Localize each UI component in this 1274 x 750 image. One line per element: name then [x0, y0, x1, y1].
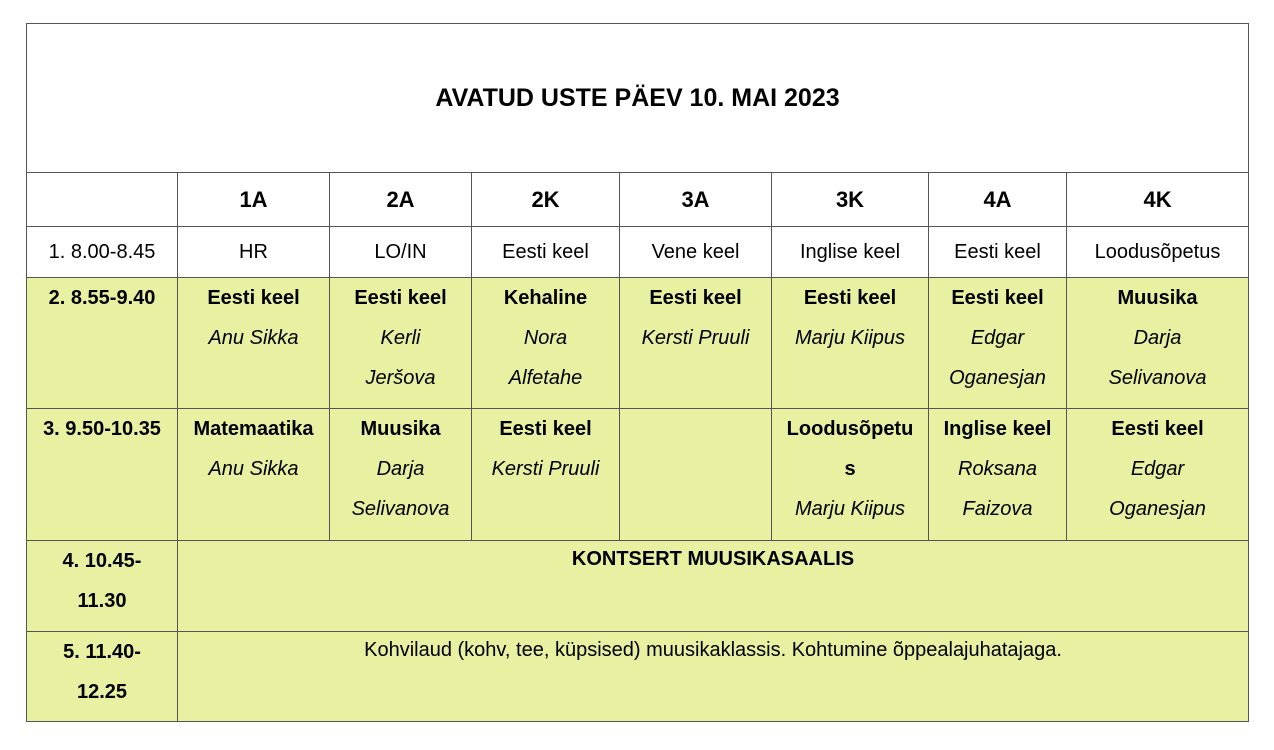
class-header: 3K	[772, 173, 929, 227]
concert-banner: KONTSERT MUUSIKASAALIS	[178, 541, 1249, 632]
lesson-cell	[178, 409, 330, 541]
lesson-cell	[178, 278, 330, 409]
teacher-name: Marju Kiipus	[794, 327, 906, 349]
lesson-cell	[772, 409, 929, 541]
teacher-name: Edgar Oganesjan	[949, 327, 1046, 389]
subject-name: Eesti keel	[803, 287, 897, 309]
class-header: 4K	[1067, 173, 1249, 227]
period-label: 1. 8.00-8.45	[27, 227, 178, 278]
coffee-table-note: Kohvilaud (kohv, tee, küpsised) muusikaklassis. Kohtumine õppealajuhatajaga.	[178, 632, 1249, 722]
class-header: 1A	[178, 173, 330, 227]
period-label: 2. 8.55-9.40	[27, 278, 178, 409]
teacher-name: Edgar Oganesjan	[1109, 458, 1206, 520]
teacher-name: Darja Selivanova	[351, 458, 450, 520]
lesson-row-1	[27, 227, 1249, 278]
teacher-name: Nora Alfetahe	[508, 327, 583, 389]
period-label	[27, 541, 178, 632]
lesson-cell: HR	[178, 227, 330, 278]
period-label: 3. 9.50-10.35	[27, 409, 178, 541]
subject-name: Eesti keel	[951, 287, 1044, 309]
class-header: 2A	[330, 173, 472, 227]
subject-name: Eesti keel	[207, 287, 300, 309]
lesson-cell	[929, 409, 1067, 541]
subject-name: Kehaline	[503, 287, 588, 309]
class-header-row	[27, 173, 1249, 227]
subject-name: Eesti keel	[649, 287, 742, 309]
teacher-name: Kersti Pruuli	[641, 327, 750, 349]
lesson-row-3	[27, 409, 1249, 541]
lesson-cell	[1067, 409, 1249, 541]
subject-name: Inglise keel	[943, 418, 1052, 440]
lesson-cell: Vene keel	[620, 227, 772, 278]
teacher-name: Kerli Jeršova	[365, 327, 436, 389]
class-header: 3A	[620, 173, 772, 227]
subject-name: Eesti keel	[499, 418, 592, 440]
lesson-cell	[1067, 278, 1249, 409]
lesson-cell	[620, 409, 772, 541]
schedule-table	[26, 23, 1249, 722]
lesson-cell: Loodusõpetus	[1067, 227, 1249, 278]
lesson-cell	[620, 278, 772, 409]
lesson-cell: LO/IN	[330, 227, 472, 278]
subject-name: Eesti keel	[1111, 418, 1204, 440]
teacher-name: Marju Kiipus	[794, 498, 906, 520]
period-text: 5. 11.40-12.25	[63, 641, 141, 703]
subject-name: Muusika	[360, 418, 441, 440]
teacher-name: Roksana Faizova	[958, 458, 1037, 520]
lesson-cell	[330, 278, 472, 409]
lesson-cell: Inglise keel	[772, 227, 929, 278]
lesson-cell: Eesti keel	[472, 227, 620, 278]
lesson-cell	[929, 278, 1067, 409]
lesson-row-4	[27, 541, 1249, 632]
period-text: 4. 10.45-11.30	[62, 550, 142, 612]
subject-name: Eesti keel	[354, 287, 447, 309]
header-empty-cell	[27, 173, 178, 227]
lesson-cell	[772, 278, 929, 409]
teacher-name: Anu Sikka	[208, 458, 299, 480]
class-header: 2K	[472, 173, 620, 227]
lesson-cell: Eesti keel	[929, 227, 1067, 278]
page-title: AVATUD USTE PÄEV 10. MAI 2023	[27, 24, 1249, 173]
teacher-name: Kersti Pruuli	[491, 458, 600, 480]
subject-name: Loodusõpetus	[786, 418, 914, 480]
teacher-name: Anu Sikka	[208, 327, 299, 349]
lesson-row-2	[27, 278, 1249, 409]
lesson-row-5	[27, 632, 1249, 722]
teacher-name: Darja Selivanova	[1108, 327, 1207, 389]
lesson-cell	[472, 409, 620, 541]
class-header: 4A	[929, 173, 1067, 227]
lesson-cell	[472, 278, 620, 409]
subject-name: Muusika	[1117, 287, 1198, 309]
subject-name: Matemaatika	[193, 418, 314, 440]
period-label	[27, 632, 178, 722]
lesson-cell	[330, 409, 472, 541]
